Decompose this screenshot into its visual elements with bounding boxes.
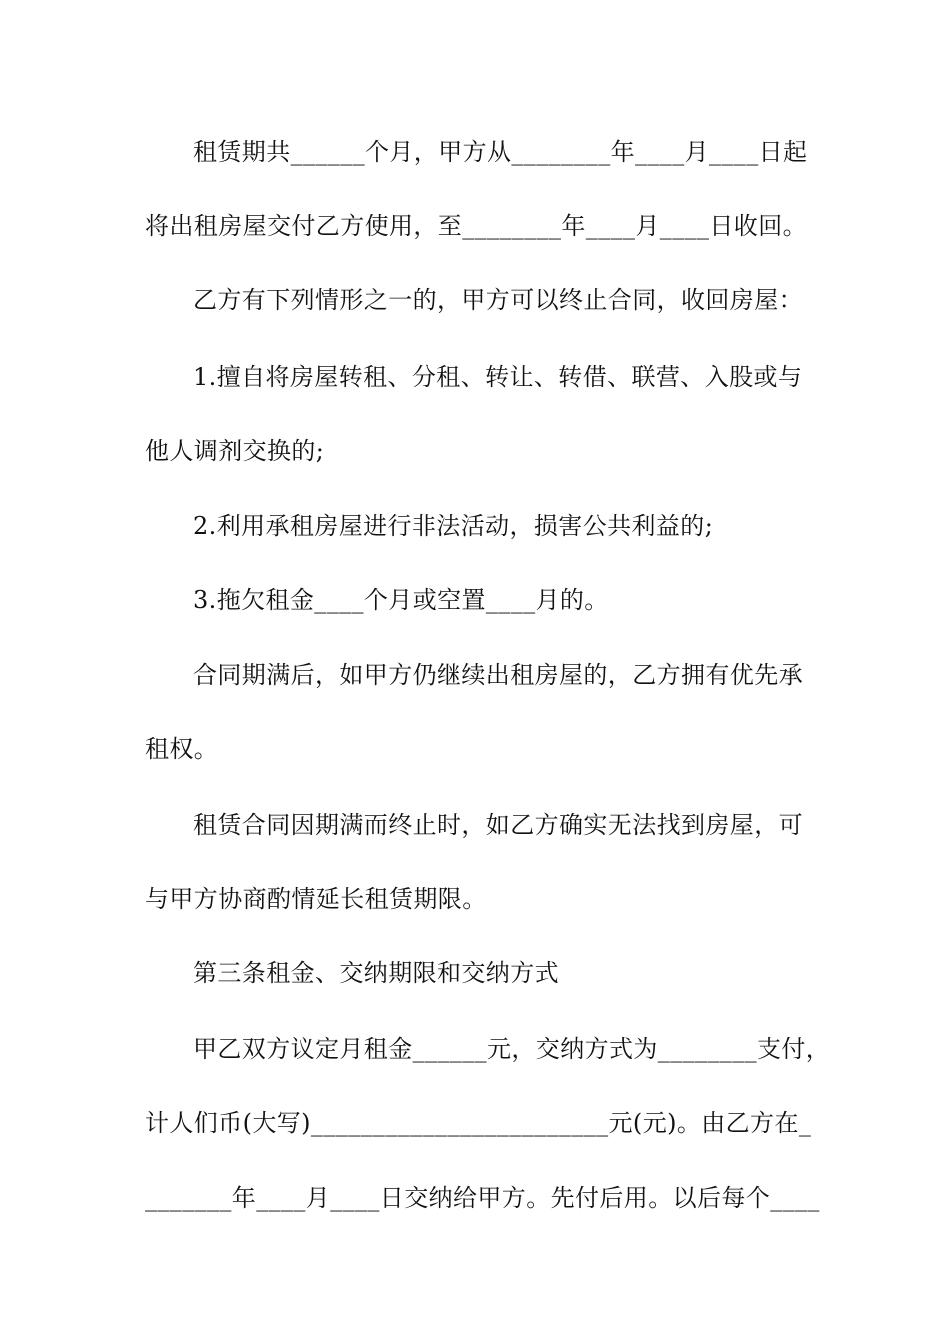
paragraph-extension-line-2: 与甲方协商酌情延长租赁期限。 [145,885,487,913]
condition-3: 3.拖欠租金____个月或空置____月的。 [193,586,609,614]
paragraph-lease-term-line-1: 租赁期共______个月，甲方从________年____月____日起 [193,138,808,166]
condition-1-line-1: 1.擅自将房屋转租、分租、转让、转借、联营、入股或与 [193,363,803,391]
paragraph-rent-line-3: _______年____月____日交纳给甲方。先付后用。以后每个____ [145,1184,820,1212]
paragraph-rent-line-1: 甲乙双方议定月租金______元，交纳方式为________支付， [193,1035,831,1063]
paragraph-renewal-line-2: 租权。 [145,735,219,763]
paragraph-rent-line-2: 计人们币(大写)________________________元(元)。由乙方在_ [145,1109,812,1137]
section-heading-article-3: 第三条租金、交纳期限和交纳方式 [193,959,559,987]
paragraph-renewal-line-1: 合同期满后，如甲方仍继续出租房屋的，乙方拥有优先承 [193,661,803,689]
paragraph-termination-conditions: 乙方有下列情形之一的，甲方可以终止合同，收回房屋： [193,286,803,314]
paragraph-extension-line-1: 租赁合同因期满而终止时，如乙方确实无法找到房屋，可 [193,811,803,839]
condition-2: 2.利用承租房屋进行非法活动，损害公共利益的; [193,512,714,540]
condition-1-line-2: 他人调剂交换的; [145,437,325,465]
paragraph-lease-term-line-2: 将出租房屋交付乙方使用，至________年____月____日收回。 [145,212,807,240]
